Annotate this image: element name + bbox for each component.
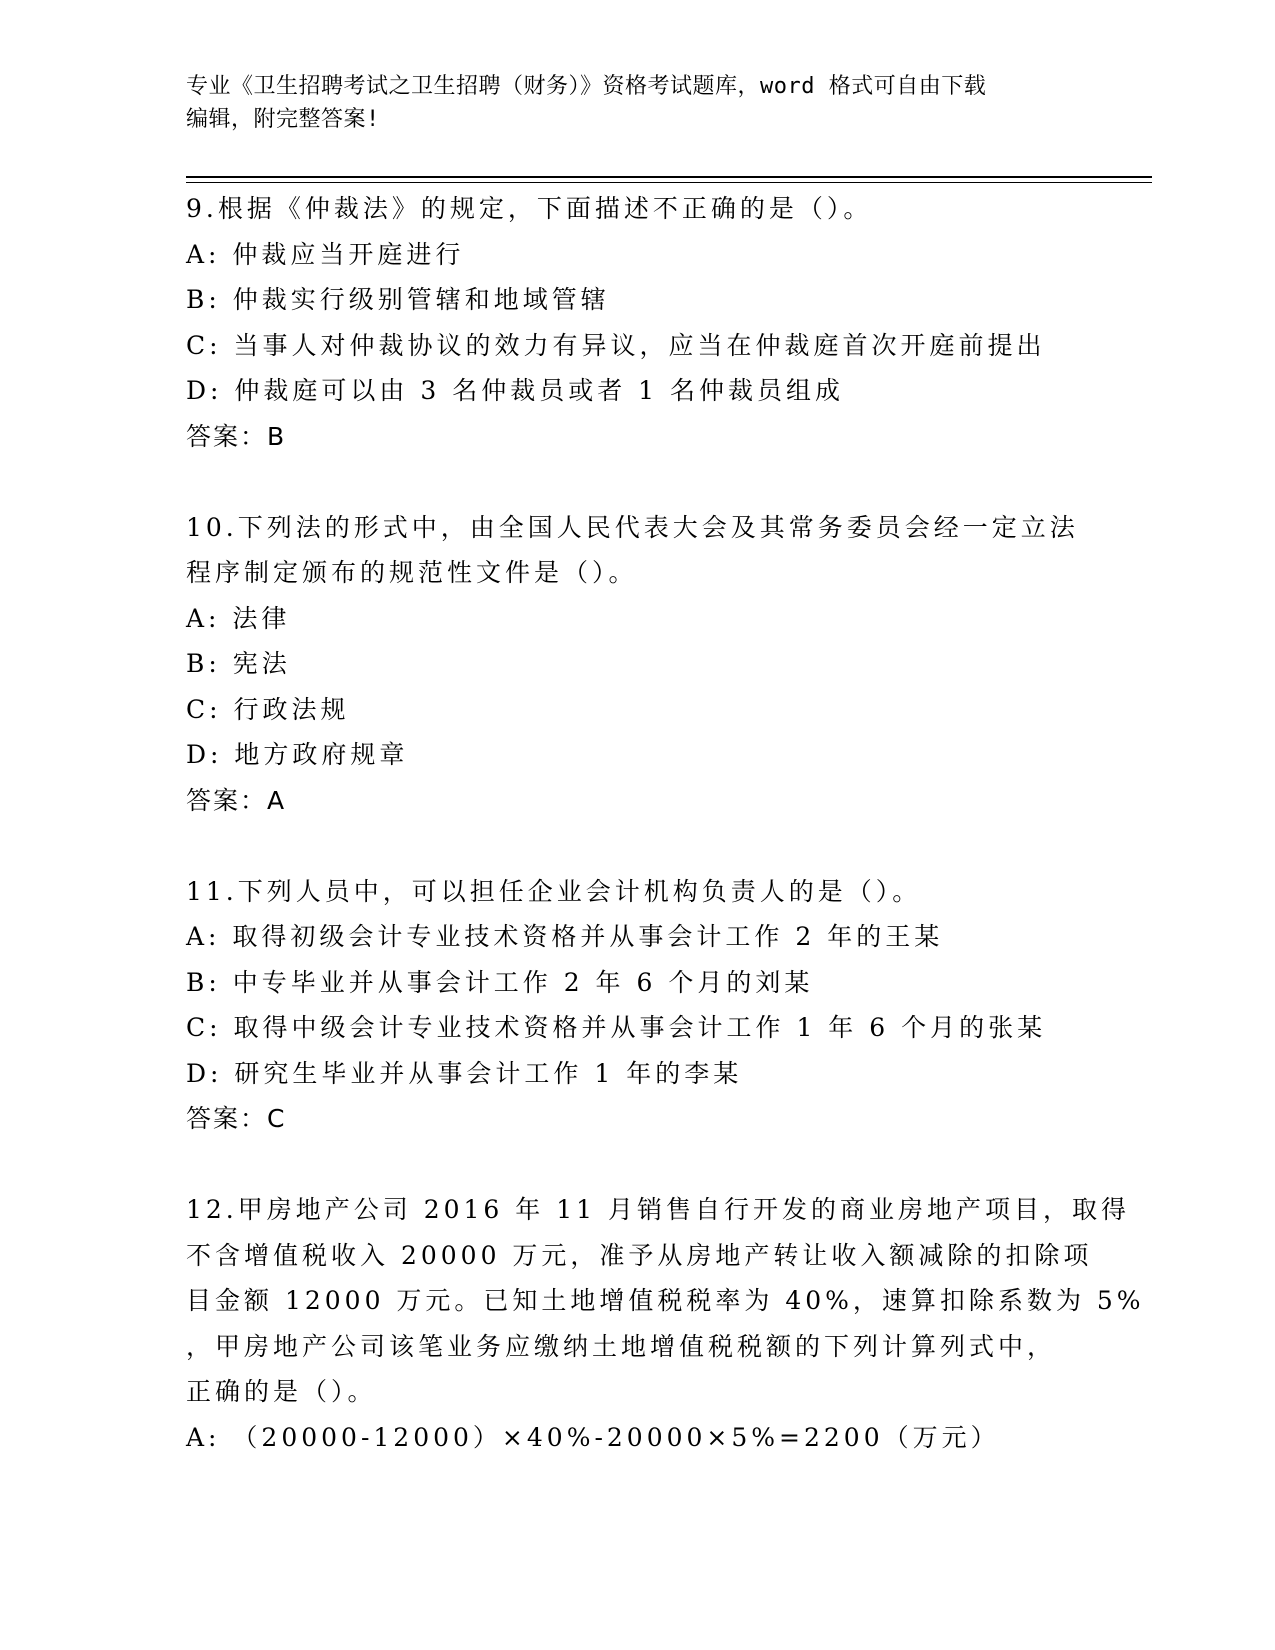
question-list [186,186,1145,1460]
option-d: D: 地方政府规章 [186,740,409,769]
spacer [186,459,1086,505]
question-12 [186,1187,1145,1460]
header-line-1: 专业《卫生招聘考试之卫生招聘（财务）》资格考试题库，word 格式可自由下载 [186,74,987,99]
header-rule-thin [186,182,1152,183]
question-stem-line: 12.甲房地产公司 2016 年 11 月销售自行开发的商业房地产项目，取得 [186,1195,1130,1224]
option-a: A: 仲裁应当开庭进行 [186,239,465,269]
option-c: C: 当事人对仲裁协议的效力有异议，应当在仲裁庭首次开庭前提出 [186,330,1046,360]
question-9 [186,186,1086,459]
spacer [186,1142,1086,1188]
option-d: D: 仲裁庭可以由 3 名仲裁员或者 1 名仲裁员组成 [186,376,845,405]
option-c: C: 行政法规 [186,694,350,724]
spacer [186,823,1086,869]
answer-line: 答案：C [186,1104,287,1133]
question-stem-line: ，甲房地产公司该笔业务应缴纳土地增值税税额的下列计算列式中， [186,1331,1057,1361]
question-stem-line: 目金额 12000 万元。已知土地增值税税率为 40%，速算扣除系数为 5% [186,1286,1145,1315]
question-10 [186,505,1086,824]
answer-line: 答案：B [186,421,287,451]
question-stem-line: 不含增值税收入 20000 万元，准予从房地产转让收入额减除的扣除项 [186,1240,1093,1270]
option-c: C: 取得中级会计专业技术资格并从事会计工作 1 年 6 个月的张某 [186,1013,1047,1042]
option-b: B: 仲裁实行级别管辖和地域管辖 [186,285,610,314]
question-stem-line: 正确的是（）。 [186,1377,377,1406]
question-stem-line: 程序制定颁布的规范性文件是（）。 [186,558,638,587]
header-rule-thick [186,176,1152,178]
option-b: B: 宪法 [186,649,291,678]
question-stem-line: 11.下列人员中，可以担任企业会计机构负责人的是（）。 [186,876,922,906]
option-b: B: 中专毕业并从事会计工作 2 年 6 个月的刘某 [186,967,814,997]
answer-line: 答案：A [186,785,287,815]
header-line-2: 编辑，附完整答案! [186,107,380,132]
option-d: D: 研究生毕业并从事会计工作 1 年的李某 [186,1058,743,1088]
question-11 [186,869,1086,1142]
question-stem-line: 10.下列法的形式中，由全国人民代表大会及其常务委员会经一定立法 [186,512,1079,542]
option-a: A: 法律 [186,603,291,633]
option-a: A: 取得初级会计专业技术资格并从事会计工作 2 年的王某 [186,922,944,951]
document-header [186,70,1086,136]
option-a: A: （20000-12000）×40%-20000×5%=2200（万元） [186,1422,1000,1452]
question-stem-line: 9.根据《仲裁法》的规定，下面描述不正确的是（）。 [186,194,873,223]
